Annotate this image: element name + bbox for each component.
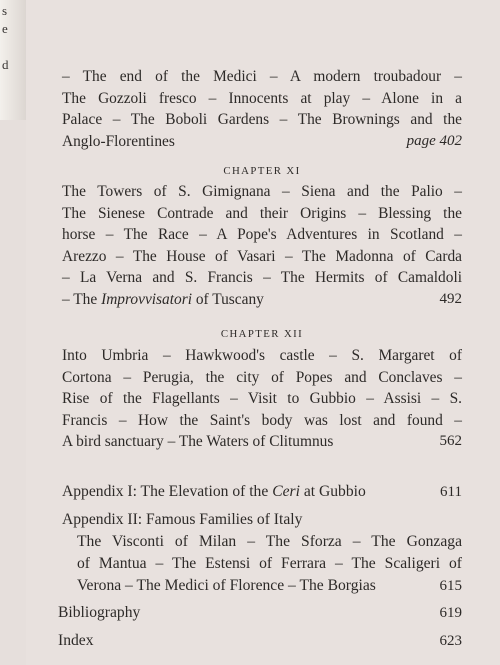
toc-line: Arezzo – The House of Vasari – The Madonna of Carda — [62, 247, 462, 265]
appendix-line-text: Verona – The Medici of Florence – The Borgias — [77, 577, 376, 594]
appendix-text-before: Appendix I: The Elevation of the — [62, 483, 269, 500]
toc-line: Francis – How the Saint's body was lost and found – — [62, 411, 462, 429]
toc-line-last — [62, 131, 462, 153]
toc-line: The Sienese Contrade and their Origins – Blessing the — [62, 204, 462, 222]
chapter-12-heading: CHAPTER XII — [220, 328, 304, 340]
appendix-2 — [62, 509, 462, 597]
toc-line: Cortona – Perugia, the city of Popes and Conclaves – — [62, 368, 462, 386]
appendix-1 — [62, 481, 462, 503]
appendix-text-italic: Ceri — [272, 483, 300, 500]
appendix-1-title — [62, 481, 366, 503]
page-number: 611 — [440, 484, 462, 500]
page-number: 619 — [439, 605, 462, 621]
chapter-11-contents — [62, 181, 462, 310]
toc-line: The Towers of S. Gimignana – Siena and the Palio – — [62, 183, 462, 200]
bibliography-entry — [58, 602, 462, 624]
toc-line: Rise of the Flagellants – Visit to Gubbio – Assisi – S. — [62, 390, 462, 407]
page-number: 623 — [439, 633, 462, 649]
toc-line: Into Umbria – Hawkwood's castle – S. Margaret of — [62, 347, 462, 364]
appendix-2-title: Appendix II: Famous Families of Italy — [62, 511, 303, 528]
page-label: page 402 — [406, 132, 462, 149]
chapter-12-contents — [62, 345, 462, 453]
appendix-2-entries — [62, 531, 462, 597]
toc-text-before: – The — [62, 290, 98, 308]
toc-line: – The end of the Medici – A modern troubadour – — [62, 68, 462, 85]
adjacent-page-edge — [0, 0, 26, 120]
appendix-1-line — [62, 481, 462, 503]
toc-line-text — [62, 289, 264, 311]
toc-text-after: of Tuscany — [195, 290, 264, 308]
bibliography-label: Bibliography — [58, 604, 141, 621]
bibliography-line — [58, 602, 462, 624]
toc-text-italic: Improvvisatori — [101, 290, 192, 308]
toc-line-text: Anglo-Florentines — [62, 132, 175, 150]
section-top — [62, 66, 462, 152]
toc-line: Palace – The Boboli Gardens – The Brownings and the — [62, 111, 462, 128]
chapter-11-heading: CHAPTER XI — [223, 165, 301, 177]
toc-line-last — [62, 431, 462, 453]
appendix-line-last — [77, 575, 462, 597]
index-label: Index — [58, 632, 94, 649]
toc-line: – La Verna and S. Francis – The Hermits of Camaldoli — [62, 269, 462, 286]
appendix-line: of Mantua – The Estensi of Ferrara – The Scaligeri of — [77, 555, 462, 572]
page-number: 615 — [439, 578, 462, 594]
page-number: 562 — [439, 433, 462, 449]
toc-line: The Gozzoli fresco – Innocents at play – Alone in a — [62, 89, 462, 107]
toc-line-text: A bird sanctuary – The Waters of Clitumnus — [62, 433, 334, 450]
toc-line-last — [62, 289, 462, 311]
toc-line: horse – The Race – A Pope's Adventures in Scotland – — [62, 226, 462, 243]
appendix-text-after: at Gubbio — [303, 483, 366, 500]
page-number: 492 — [439, 290, 462, 307]
adjacent-page-letters: s e d — [2, 3, 9, 72]
appendix-line: The Visconti of Milan – The Sforza – The Gonzaga — [77, 533, 462, 550]
index-line — [58, 630, 462, 652]
index-entry — [58, 630, 462, 652]
